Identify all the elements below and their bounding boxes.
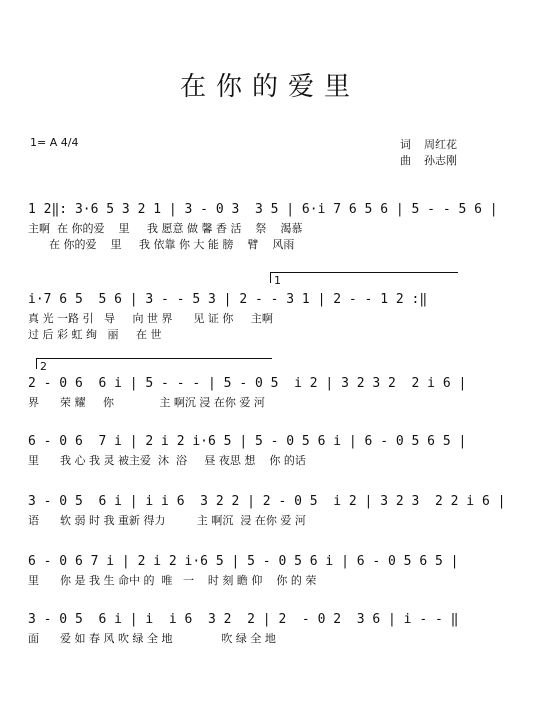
lyricist-name: 周红花 — [424, 138, 457, 151]
composer-name: 孙志刚 — [424, 154, 457, 167]
lyric-line: 在 你的爱 里 我 依靠 你 大 能 膀 臂 风雨 — [28, 238, 295, 251]
first-ending-number: 1 — [274, 274, 281, 287]
notation-line: 1 2‖: 3·6 5 3 2 1 | 3 - 0 3 3 5 | 6·i 7 6 5 6 | 5 - - 5 6 | — [28, 202, 498, 217]
composer-role: 曲 — [400, 154, 411, 167]
notation-line: 3 - 0 5 6 i | i i 6 3 2 2 | 2 - 0 2 3 6 | i - - ‖ — [28, 612, 459, 627]
notation-line: 6 - 0 6 7 i | 2 i 2 i·6 5 | 5 - 0 5 6 i | 6 - 0 5 6 5 | — [28, 434, 467, 449]
second-ending-number: 2 — [40, 360, 47, 373]
second-ending-bracket — [36, 358, 272, 359]
key-signature: 1= A 4/4 — [30, 136, 79, 149]
lyricist-credit — [400, 136, 457, 152]
notation-line: 6 - 0 6 7 i | 2 i 2 i·6 5 | 5 - 0 5 6 i | 6 - 0 5 6 5 | — [28, 554, 459, 569]
lyric-line: 里 我 心 我 灵 被主爱 沐 浴 昼 夜思 想 你 的话 — [28, 454, 306, 467]
notation-line: i·7 6 5 5 6 | 3 - - 5 3 | 2 - - 3 1 | 2 - - 1 2 :‖ — [28, 292, 428, 307]
score-system-1 — [28, 200, 512, 253]
lyricist-role: 词 — [400, 138, 411, 151]
score-system-4 — [28, 432, 512, 469]
notation-line: 3 - 0 5 6 i | i i 6 3 2 2 | 2 - 0 5 i 2 | 3 2 3 2 2 i 6 | — [28, 494, 506, 509]
composer-credit — [400, 152, 457, 168]
score-system-3 — [28, 374, 512, 411]
score-system-5 — [28, 492, 512, 529]
lyric-line: 里 你 是 我 生 命中 的 唯 一 时 刻 瞻 仰 你 的 荣 — [28, 574, 317, 587]
score-system-2 — [28, 290, 512, 343]
lyric-line: 语 软 弱 时 我 重新 得力 主 啊沉 浸 在你 爱 河 — [28, 514, 306, 527]
page-title: 在你的爱里 — [179, 72, 360, 102]
score-system-7 — [28, 610, 512, 647]
lyric-line: 面 爱 如 春 风 吹 绿 全 地 吹 绿 全 地 — [28, 632, 276, 645]
lyric-line: 真 光 一路 引 导 向 世 界 见 证 你 主啊 — [28, 312, 273, 325]
notation-line: 2 - 0 6 6 i | 5 - - - | 5 - 0 5 i 2 | 3 2 3 2 2 i 6 | — [28, 376, 467, 391]
lyric-line: 界 荣 耀 你 主 啊沉 浸 在你 爱 河 — [28, 396, 265, 409]
lyric-line: 过 后 彩 虹 绚 丽 在 世 — [28, 328, 162, 341]
first-ending-bracket — [270, 272, 458, 273]
lyric-line: 主啊 在 你的爱 里 我 愿意 做 馨 香 活 祭 渴慕 — [28, 222, 303, 235]
score-system-6 — [28, 552, 512, 589]
